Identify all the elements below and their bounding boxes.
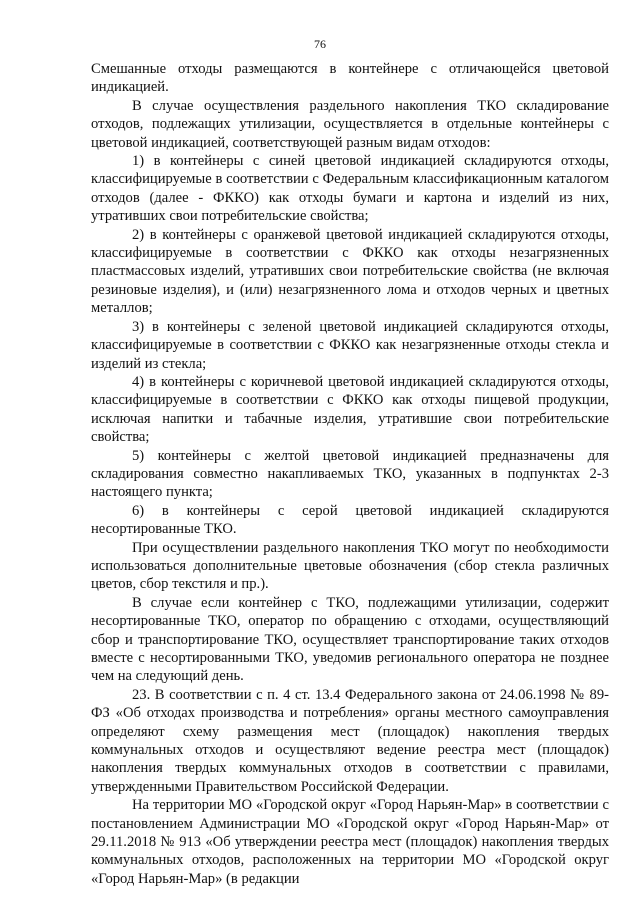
paragraph-naryan-mar-registry: На территории МО «Городской округ «Город Нарьян-Мар» в соответствии с постановлением Администрации МО «Городской округ «Город Нарьян-Мар» от 29.11.2018 № 913 «Об утверждении реестра мест (площадок) накопления твердых коммунальных отходов, расположенных на территории МО «Городской округ «Город Нарьян-Мар» (в редакции: [91, 797, 609, 887]
paragraph-additional-colors: При осуществлении раздельного накопления ТКО могут по необходимости использоваться дополнительные цветовые обозначения (сбор стекла различных цветов, сбор текстиля и пр.).: [91, 539, 609, 593]
paragraph-mixed-waste: Смешанные отходы размещаются в контейнере с отличающейся цветовой индикацией.: [91, 61, 609, 96]
paragraph-section-23: 23. В соответствии с п. 4 ст. 13.4 Федерального закона от 24.06.1998 № 89-ФЗ «Об отходах производства и потребления» органы местного самоуправления определяют схему размещения мест (площадок) накопления твердых коммунальных отходов и осуществляют ведение реестра мест (площадок) накопления твердых коммунальных отходов в соответствии с правилами, утвержденными Правительством Российской Федерации.: [91, 686, 609, 795]
paragraph-unsorted-in-container: В случае если контейнер с ТКО, подлежащими утилизации, содержит несортированные ТКО, оператор по обращению с отходами, осуществляющий сбор и транспортирование ТКО, осуществляет транспортирование таких отходов вместе с несортированными ТКО, уведомив регионального оператора не позднее чем на следующий день.: [91, 594, 609, 685]
list-item-yellow-container: 5) контейнеры с желтой цветовой индикацией предназначены для складирования совместно накапливаемых ТКО, указанных в подпунктах 2-3 настоящего пункта;: [91, 447, 609, 501]
list-item-orange-container: 2) в контейнеры с оранжевой цветовой индикацией складируются отходы, классифицируемые в соответствии с ФККО как отходы незагрязненных пластмассовых изделий, утративших свои потребительские свойства (не включая резиновые изделия), и (или) незагрязненного лома и отходов черных и цветных металлов;: [91, 226, 609, 317]
list-item-green-container: 3) в контейнеры с зеленой цветовой индикацией складируются отходы, классифицируемые в соответствии с ФККО как незагрязненные отходы стекла и изделий из стекла;: [91, 318, 609, 372]
document-body: [91, 60, 609, 888]
page-number: 76: [314, 37, 326, 51]
list-item-grey-container: 6) в контейнеры с серой цветовой индикацией складируются несортированные ТКО.: [91, 502, 609, 538]
list-item-blue-container: 1) в контейнеры с синей цветовой индикацией складируются отходы, классифицируемые в соответствии с Федеральным классификационным каталогом отходов (далее - ФККО) как отходы бумаги и картона и изделий из них, утративших свои потребительские свойства;: [91, 153, 609, 225]
paragraph-separate-collection: В случае осуществления раздельного накопления ТКО складирование отходов, подлежащих утилизации, осуществляется в отдельные контейнеры с цветовой индикацией, соответствующей разным видам отходов:: [91, 97, 609, 151]
list-item-brown-container: 4) в контейнеры с коричневой цветовой индикацией складируются отходы, классифицируемые в соответствии с ФККО как отходы пищевой продукции, исключая напитки и табачные изделия, утратившие свои потребительские свойства;: [91, 373, 609, 446]
